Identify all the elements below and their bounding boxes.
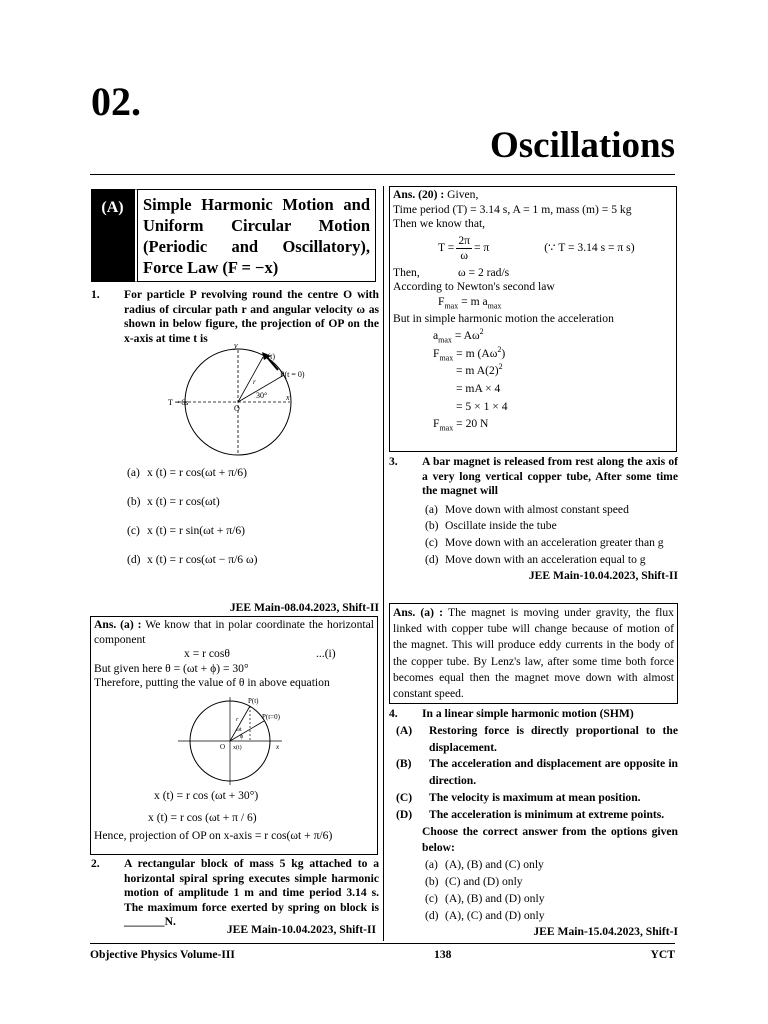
q1-figure xyxy=(160,340,305,455)
question-text: A bar magnet is released from rest along the axis of a very long vertical copper tube, After some time the magnet will xyxy=(422,455,678,498)
question-number: 1. xyxy=(91,288,100,301)
q1-options xyxy=(91,458,379,574)
f: F xyxy=(433,417,440,431)
option-label: (d) xyxy=(127,553,141,566)
section-title-text: Simple Harmonic Motion and Uniform Circular Motion (Periodic and Oscillatory), Force Law (F = −x) xyxy=(143,195,370,277)
question-4 xyxy=(389,706,678,941)
q4-choose: Choose the correct answer from the options given below: xyxy=(422,824,678,855)
option-text: (C) and (D) only xyxy=(445,874,523,888)
option-text: Move down with an acceleration greater than g xyxy=(445,535,664,549)
q4-statement-d xyxy=(389,807,678,824)
option-text: Move down with an acceleration equal to g xyxy=(445,552,646,566)
answer-eq-3: x (t) = r cos (ωt + π / 6) xyxy=(148,810,257,824)
statement-label: (B) xyxy=(396,757,412,771)
fig-o: O xyxy=(220,742,226,751)
q4-option-b xyxy=(425,874,678,891)
sub: max xyxy=(444,301,459,311)
fig-p0-label: P(t = 0) xyxy=(280,370,305,379)
answer-line-1: Time period (T) = 3.14 s, A = 1 m, mass (m) = 5 kg xyxy=(393,202,632,216)
section-title xyxy=(134,189,376,282)
q4-statement-a xyxy=(389,723,678,757)
answer-head-rest: Given, xyxy=(447,188,479,201)
fig-t-label: T = 6s xyxy=(168,398,189,407)
q4-statement-c xyxy=(389,790,678,807)
q3-reference: JEE Main-10.04.2023, Shift-II xyxy=(528,569,678,583)
sup: 2 xyxy=(479,327,484,337)
q1-option-d xyxy=(127,545,379,574)
eq: = m A(2) xyxy=(456,364,499,378)
q1-option-c xyxy=(127,516,379,545)
then: Then, xyxy=(393,265,420,279)
answer-line-1: We know that in polar coordinate the horizontal component xyxy=(94,618,374,646)
sub: max xyxy=(439,423,454,433)
sup: 2 xyxy=(498,362,503,372)
option-label: (b) xyxy=(425,519,439,533)
q3-option-b xyxy=(425,518,678,535)
footer-book-title: Objective Physics Volume-III xyxy=(90,948,235,961)
fig-r-label: r xyxy=(253,378,256,386)
section-label-text: (A) xyxy=(101,199,124,216)
option-label: (b) xyxy=(425,874,439,888)
f5-line: = 5 × 1 × 4 xyxy=(456,399,508,413)
fig-x-label: x xyxy=(286,393,290,402)
option-text: x (t) = r cos(ωt + π/6) xyxy=(147,466,247,479)
q2-answer-box xyxy=(389,186,677,452)
answer-line-4: Hence, projection of OP on x-axis = r cos(ωt + π/6) xyxy=(94,829,333,843)
q1-answer-figure xyxy=(178,693,288,785)
eq: = m (Aω xyxy=(453,346,498,360)
question-3 xyxy=(389,455,678,584)
f4-line: = mA × 4 xyxy=(456,381,501,395)
t-num: 2π xyxy=(456,234,472,250)
q1-option-a xyxy=(127,458,379,487)
f: F xyxy=(433,346,440,360)
omega: ω = 2 rad/s xyxy=(458,265,510,279)
option-label: (c) xyxy=(425,535,438,549)
fraction xyxy=(456,234,472,264)
footer-publisher: YCT xyxy=(650,948,675,961)
fig-phi: ϕ xyxy=(240,733,244,740)
page-footer xyxy=(90,943,675,961)
fig-xt: x(t) xyxy=(233,744,242,751)
q3-option-c xyxy=(425,535,678,552)
q4-option-a xyxy=(425,857,678,874)
a: a xyxy=(433,329,439,343)
q3-option-a xyxy=(425,502,678,519)
fig-pt-label: P(t) xyxy=(263,352,275,361)
eq: = 20 N xyxy=(453,417,489,431)
statement-text: The velocity is maximum at mean position. xyxy=(429,790,641,804)
answer-line-2: Then we know that, xyxy=(393,217,486,231)
eq: = m a xyxy=(458,294,488,308)
section-label xyxy=(91,189,134,282)
option-label: (d) xyxy=(425,908,439,922)
answer-eq-1 xyxy=(94,647,374,662)
q3-option-d xyxy=(425,552,678,569)
title-rule xyxy=(90,174,675,175)
q4-option-d xyxy=(425,908,678,925)
answer-text: The magnet is moving under gravity, the flux linked with copper tube will change because of motion of the magnet. This will produce eddy currents in the body of the copper tube. By Lenz's law, after some time both force becomes equal then the magnet move down with almost constant speed. xyxy=(393,606,674,701)
sub: max xyxy=(439,353,454,363)
f6-line xyxy=(433,417,673,432)
sub: max xyxy=(438,335,452,345)
t-lhs: T = xyxy=(438,241,455,255)
question-text: In a linear simple harmonic motion (SHM) xyxy=(422,707,634,720)
option-label: (a) xyxy=(425,502,438,516)
f3-line xyxy=(456,364,673,379)
chapter-title: Oscillations xyxy=(489,125,675,166)
q2-reference: JEE Main-10.04.2023, Shift-II xyxy=(226,923,376,936)
period-equation xyxy=(438,234,673,264)
f: F xyxy=(438,294,445,308)
eq-text: x = r cosθ xyxy=(184,647,230,661)
answer-head-line xyxy=(393,188,673,203)
statement-text: Restoring force is directly proportional to the displacement. xyxy=(429,723,678,754)
shm-line: But in simple harmonic motion the acceleration xyxy=(393,311,614,325)
eq-tag: ...(i) xyxy=(316,647,336,661)
q1-answer-text xyxy=(94,618,374,647)
question-number: 2. xyxy=(91,857,100,870)
answer-head: Ans. (a) : xyxy=(94,618,142,631)
option-text: x (t) = r cos(ωt − π/6 ω) xyxy=(147,553,258,566)
option-text: (A), (C) and (D) only xyxy=(445,908,545,922)
column-divider xyxy=(383,186,384,941)
section-header xyxy=(91,189,376,282)
option-label: (c) xyxy=(127,524,140,537)
option-text: (A), (B) and (D) only xyxy=(445,891,545,905)
q4-statement-b xyxy=(389,756,678,790)
fig-y-label: y xyxy=(234,341,238,350)
option-text: Move down with almost constant speed xyxy=(445,502,629,516)
question-text: A rectangular block of mass 5 kg attached to a horizontal spiral spring executes simple harmonic motion of amplitude 1 m and time period 3.14 s. The maximum force exerted by spring on block is _______N. xyxy=(124,857,379,929)
t-rhs: = π xyxy=(473,241,490,255)
option-label: (b) xyxy=(127,495,141,508)
statement-text: The acceleration and displacement are opposite in direction. xyxy=(429,757,678,788)
chapter-number: 02. xyxy=(91,79,141,124)
answer-line-3: Therefore, putting the value of θ in above equation xyxy=(94,676,330,690)
q3-answer-box xyxy=(389,603,678,704)
answer-head: Ans. (a) : xyxy=(393,606,444,619)
fig-angle-label: 30° xyxy=(256,391,268,400)
q1-reference: JEE Main-08.04.2023, Shift-II xyxy=(229,601,379,614)
amax-line xyxy=(433,329,673,344)
option-label: (a) xyxy=(127,466,140,479)
newton-line: According to Newton's second law xyxy=(393,280,555,294)
question-text: For particle P revolving round the centre O with radius of circular path r and angular velocity ω as shown in below figure, the projection of OP on the x-axis at time t is xyxy=(124,288,379,345)
fig-x: x xyxy=(276,742,280,751)
question-2 xyxy=(91,857,379,930)
q1-answer-box xyxy=(90,616,378,855)
f2-line xyxy=(433,344,673,363)
sub: max xyxy=(487,301,502,311)
answer-eq-2: x (t) = r cos (ωt + 30°) xyxy=(154,788,259,802)
q4-option-c xyxy=(425,891,678,908)
question-number: 4. xyxy=(389,707,398,720)
option-label: (d) xyxy=(425,552,439,566)
statement-label: (A) xyxy=(396,723,413,737)
q4-reference: JEE Main-15.04.2023, Shift-I xyxy=(533,925,678,939)
option-text: Oscillate inside the tube xyxy=(445,519,557,533)
footer-page-number: 138 xyxy=(434,948,452,961)
answer-head: Ans. (20) : xyxy=(393,188,445,201)
statement-label: (D) xyxy=(396,807,413,821)
option-text: (A), (B) and (C) only xyxy=(445,858,544,872)
option-text: x (t) = r sin(ωt + π/6) xyxy=(147,524,246,537)
question-1 xyxy=(91,288,379,346)
fig-p0: P(t=0) xyxy=(262,712,280,721)
fig-pt: P(t) xyxy=(248,696,259,705)
option-label: (a) xyxy=(425,858,438,872)
fig-o-label: O xyxy=(234,404,240,413)
statement-text: The acceleration is minimum at extreme points. xyxy=(429,807,665,821)
t-note: (∵ T = 3.14 s = π s) xyxy=(544,241,635,255)
t-den: ω xyxy=(460,249,468,263)
fig-r: r xyxy=(236,716,239,723)
q1-option-b xyxy=(127,487,379,516)
sup: 2 xyxy=(497,344,502,354)
option-text: x (t) = r cos(ωt) xyxy=(147,495,220,508)
answer-line-2: But given here θ = (ωt + ϕ) = 30° xyxy=(94,661,249,675)
statement-label: (C) xyxy=(396,790,413,804)
q3-options xyxy=(389,502,678,568)
question-number: 3. xyxy=(389,455,398,468)
fig-wt: ωt xyxy=(236,726,242,733)
eq: = Aω xyxy=(451,329,480,343)
omega-line xyxy=(393,266,673,281)
option-label: (c) xyxy=(425,891,438,905)
end: ) xyxy=(501,346,506,360)
fmax-line xyxy=(438,295,673,310)
